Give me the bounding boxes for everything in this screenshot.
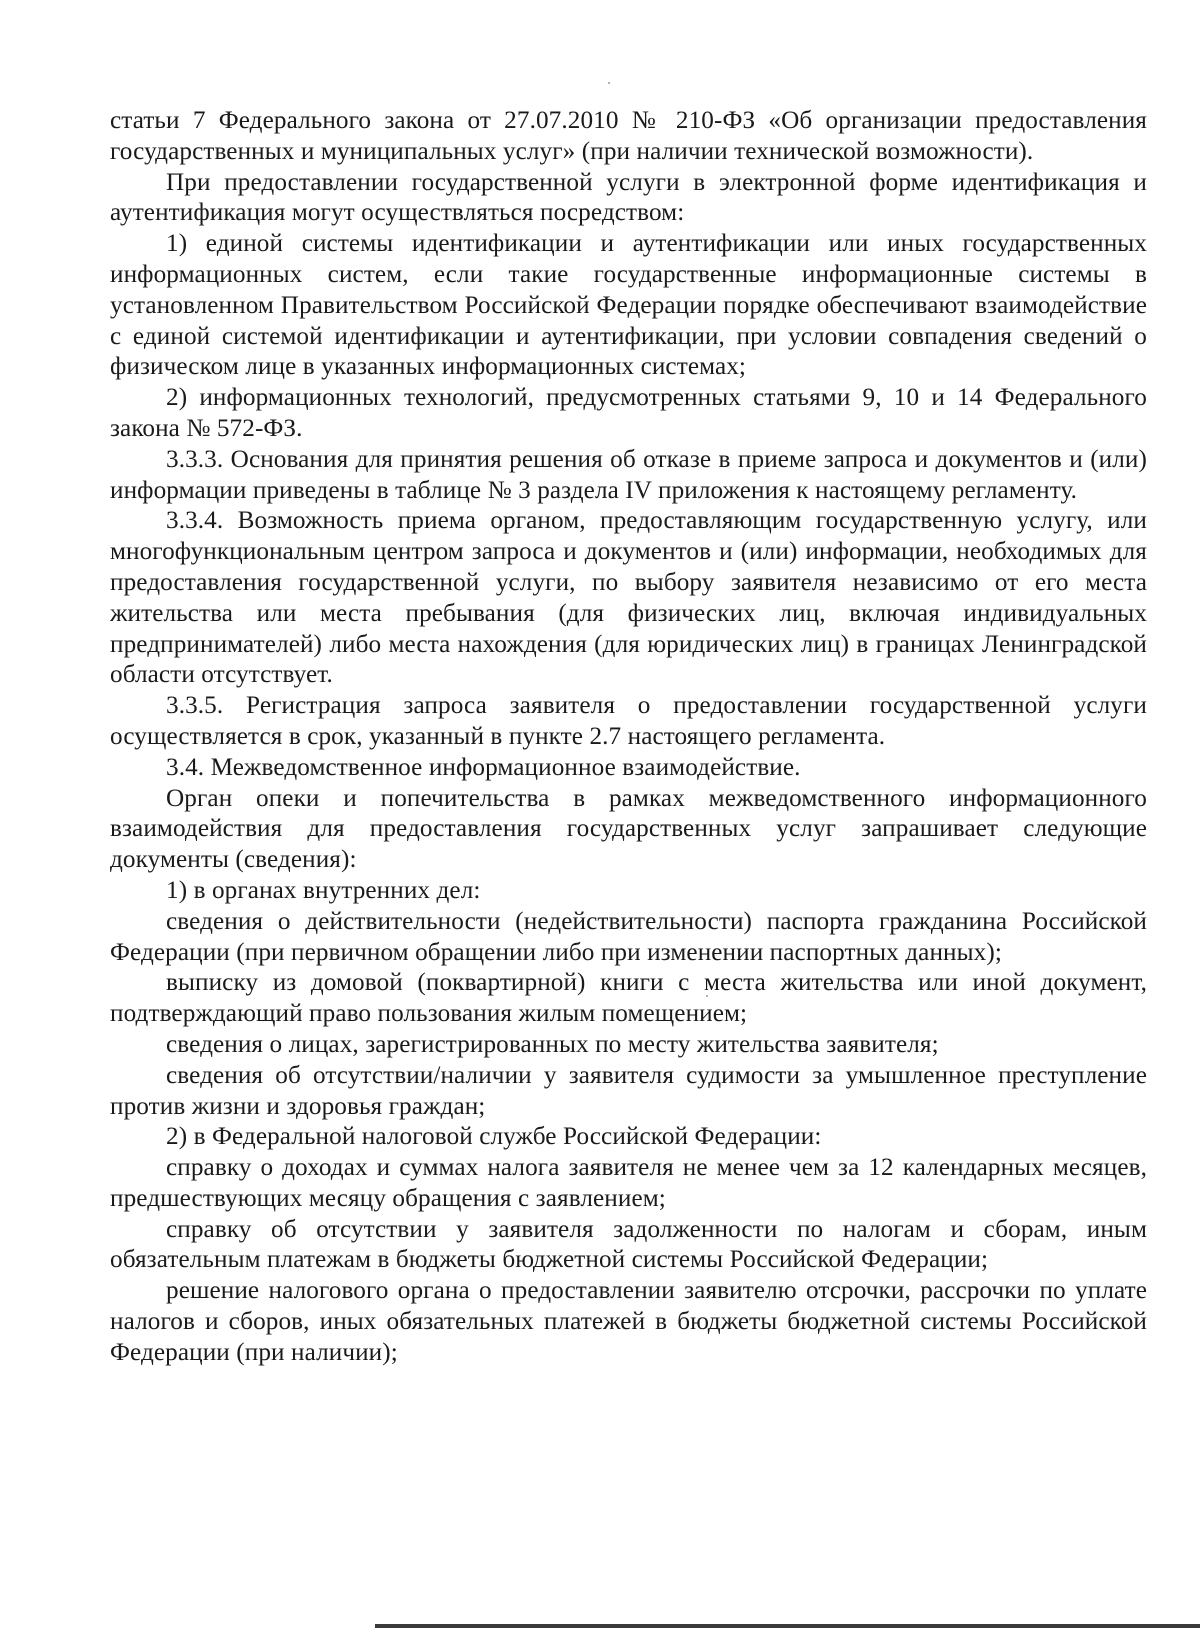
paragraph-8: 3.4. Межведомственное информационное взаимодействие.	[166, 753, 801, 781]
paragraph-15: 2) в Федеральной налоговой службе Российской Федерации:	[166, 1123, 822, 1151]
paragraph-1: статьи 7 Федерального закона от 27.07.2010 № 210-ФЗ «Об организации предоставления государственных и муниципальных услуг» (при наличии технической возможности).	[110, 107, 1147, 165]
paragraph-3: 1) единой системы идентификации и аутентификации или иных государственных информационных систем, если такие государственные информационные системы в установленном Правительством Российской Федерации порядке обеспечивают взаимодействие с единой системой идентификации и аутентификации, при условии совпадения сведений о физическом лице в указанных информационных системах;	[110, 230, 1147, 381]
paragraph-10: 1) в органах внутренних дел:	[166, 876, 481, 904]
paragraph-6: 3.3.4. Возможность приема органом, предоставляющим государственную услугу, или многофункциональным центром запроса и документов и (или) информации, необходимых для предоставления государственной услуги, по выбору заявителя независимо от его места жительства или места пребывания (для физических лиц, включая индивидуальных предпринимателей) либо места нахождения (для юридических лиц) в границах Ленинградской области отсутствует.	[110, 507, 1147, 689]
scan-speck	[608, 82, 610, 84]
document-body	[110, 106, 1147, 1369]
paragraph-5: 3.3.3. Основания для принятия решения об отказе в приеме запроса и документов и (или) информации приведены в таблице № 3 раздела IV приложения к настоящему регламенту.	[110, 445, 1147, 504]
paragraph-7: 3.3.5. Регистрация запроса заявителя о предоставлении государственной услуги осуществляется в срок, указанный в пункте 2.7 настоящего регламента.	[110, 692, 1147, 750]
paragraph-9: Орган опеки и попечительства в рамках межведомственного информационного взаимодействия для предоставления государственных услуг запрашивает следующие документы (сведения):	[110, 784, 1147, 874]
paragraph-2: При предоставлении государственной услуги в электронной форме идентификация и аутентификация могут осуществляться посредством:	[110, 168, 1147, 227]
paragraph-12: выписку из домовой (поквартирной) книги с места жительства или иной документ, подтверждающий право пользования жилым помещением;	[110, 969, 1147, 1028]
paragraph-13: сведения о лицах, зарегистрированных по месту жительства заявителя;	[166, 1030, 939, 1058]
paragraph-4: 2) информационных технологий, предусмотренных статьями 9, 10 и 14 Федерального закона № 572-ФЗ.	[110, 384, 1147, 442]
paragraph-16: справку о доходах и суммах налога заявителя не менее чем за 12 календарных месяцев, предшествующих месяцу обращения с заявлением;	[110, 1154, 1147, 1212]
paragraph-14: сведения об отсутствии/наличии у заявителя судимости за умышленное преступление против жизни и здоровья граждан;	[110, 1061, 1147, 1120]
paragraph-17: справку об отсутствии у заявителя задолженности по налогам и сборам, иным обязательным платежам в бюджеты бюджетной системы Российской Федерации;	[110, 1215, 1147, 1274]
paragraph-11: сведения о действительности (недействительности) паспорта гражданина Российской Федерации (при первичном обращении либо при изменении паспортных данных);	[110, 907, 1147, 966]
paragraph-18: решение налогового органа о предоставлении заявителю отсрочки, рассрочки по уплате налогов и сборов, иных обязательных платежей в бюджеты бюджетной системы Российской Федерации (при наличии);	[110, 1277, 1147, 1366]
scan-edge-line	[375, 1624, 1200, 1628]
